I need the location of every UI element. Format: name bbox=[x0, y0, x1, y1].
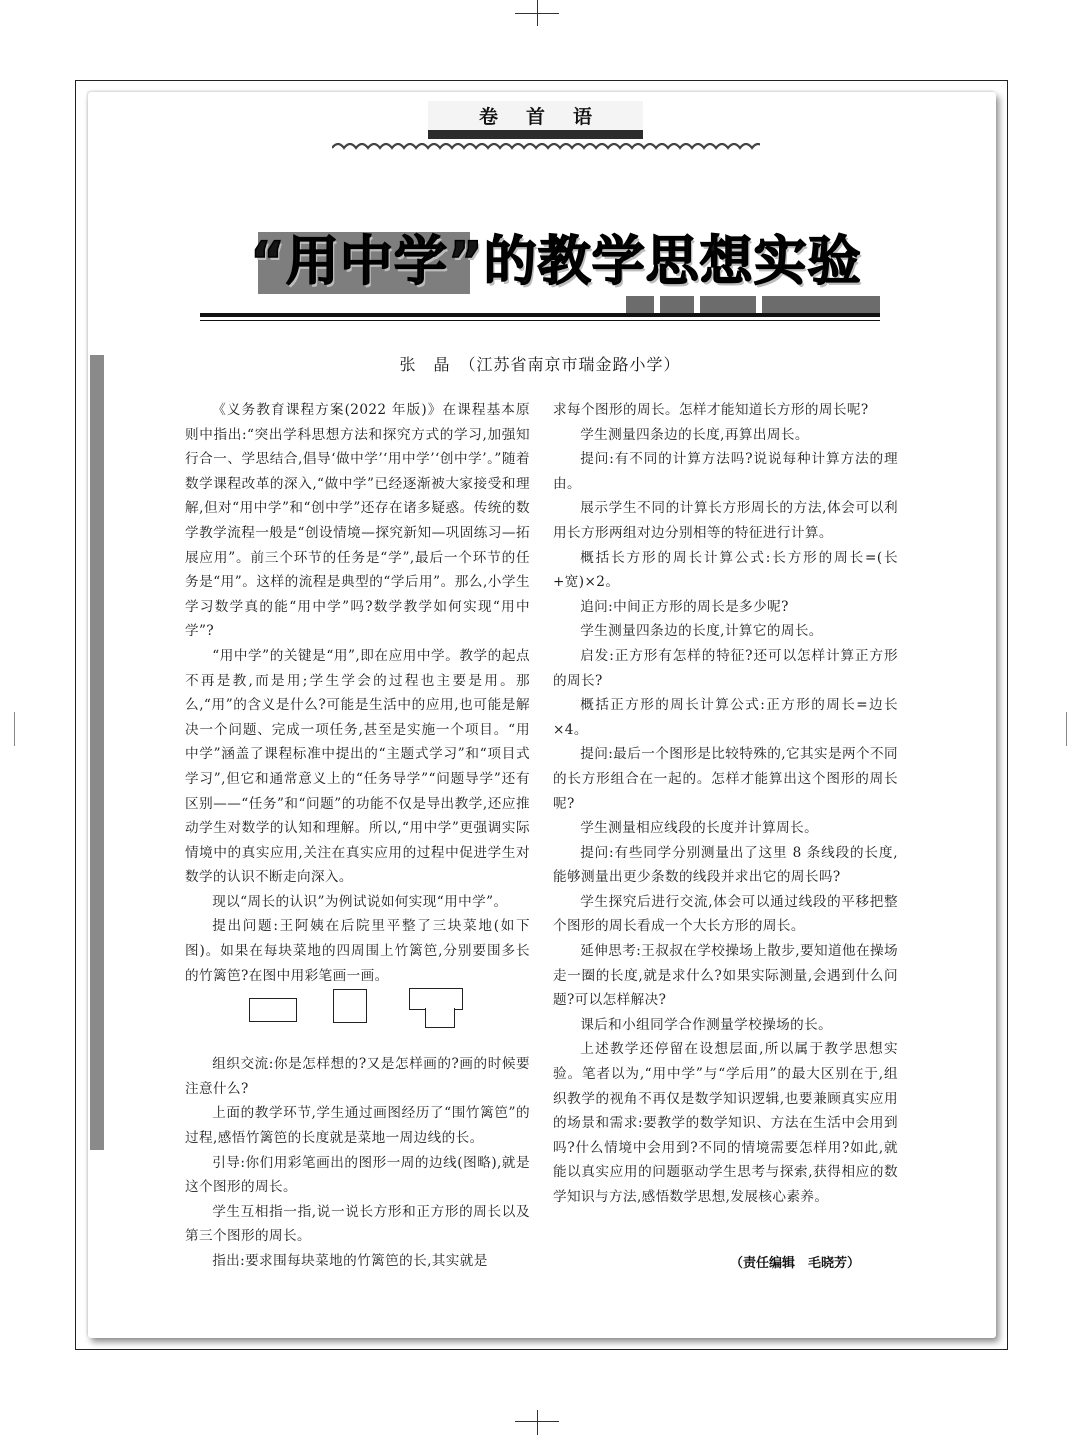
composite-plot-bottom bbox=[425, 1008, 455, 1028]
crop-mark-bottom-vertical bbox=[537, 1410, 538, 1435]
paragraph: 课后和小组同学合作测量学校操场的长。 bbox=[580, 1016, 833, 1033]
title-rest: 的教学思想实验 bbox=[483, 231, 862, 292]
wave-ornament bbox=[332, 139, 760, 153]
crop-mark-top-horizontal bbox=[515, 13, 559, 14]
paragraph: 追问:中间正方形的周长是多少呢? bbox=[580, 598, 789, 615]
paragraph: 提出问题:王阿姨在后院里平整了三块菜地(如下图)。如果在每块菜地的四周围上竹篱笆,分别要围多长的竹篱笆?在图中用彩笔画一画。 bbox=[185, 918, 530, 984]
square-plot bbox=[333, 989, 367, 1023]
left-column bbox=[185, 398, 530, 1274]
section-char: 首 bbox=[525, 105, 545, 128]
paragraph: “用中学”的关键是“用”,即在应用中学。教学的起点不再是教,而是用;学生学会的过程也主要是用。那么,“用”的含义是什么?可能是生活中的应用,也可能是解决一个问题、完成一项任务,甚至是实施一个项目。“用中学”涵盖了课程标准中提出的“主题式学习”和“项目式学习”,但它和通常意义上的“任务导学”“问题导学”还有区别——“任务”和“问题”的功能不仅是导出教学,还应推动学生对数学的认知和理解。所以,“用中学”更强调实际情境中的真实应用,关注在真实应用的过程中促进学生对数学的认识不断走向深入。 bbox=[185, 647, 530, 886]
paragraph: 组织交流:你是怎样想的?又是怎样画的?画的时候要注意什么? bbox=[185, 1056, 530, 1097]
paragraph: 展示学生不同的计算长方形周长的方法,体会可以利用长方形两组对边分别相等的特征进行计算。 bbox=[553, 500, 898, 541]
paragraph: 引导:你们用彩笔画出的图形一周的边线(图略),就是这个图形的周长。 bbox=[185, 1154, 530, 1196]
paragraph: 概括长方形的周长计算公式:长方形的周长=(长+宽)×2。 bbox=[553, 549, 898, 591]
title-bar-4 bbox=[762, 296, 880, 314]
paragraph: 指出:要求围每块菜地的竹篱笆的长,其实就是 bbox=[212, 1253, 488, 1269]
paragraph-continued: 求每个图形的周长。怎样才能知道长方形的周长呢? bbox=[553, 402, 869, 418]
composite-plot-top bbox=[409, 988, 463, 1010]
crop-mark-bottom-horizontal bbox=[515, 1421, 559, 1422]
title-bar-3 bbox=[700, 296, 756, 314]
author-line: 张 晶 （江苏省南京市瑞金路小学） bbox=[399, 355, 681, 374]
title-quoted: “用中学” bbox=[250, 231, 484, 292]
title-bar-1 bbox=[626, 296, 654, 314]
title-rule-thin bbox=[200, 320, 880, 321]
left-decorative-bar bbox=[90, 355, 104, 1150]
section-char: 卷 bbox=[478, 105, 498, 128]
section-char: 语 bbox=[573, 105, 593, 128]
paragraph: 上述教学还停留在设想层面,所以属于教学思想实验。笔者以为,“用中学”与“学后用”的最大区别在于,组织教学的视角不再仅是数学知识逻辑,也要兼顾真实应用的场景和需求:要教学的数学知识、方法在生活中会用到吗?什么情境中会用到?不同的情境需要怎样用?如此,就能以真实应用的问题驱动学生思考与探索,获得相应的数学知识与方法,感悟数学思想,发展核心素养。 bbox=[553, 1041, 898, 1205]
paragraph: 现以“周长的认识”为例试说如何实现“用中学”。 bbox=[212, 893, 508, 910]
page-title bbox=[250, 222, 890, 302]
editor-note: （责任编辑 毛晓芳） bbox=[730, 1256, 861, 1271]
paragraph: 延伸思考:王叔叔在学校操场上散步,要知道他在操场走一圈的长度,就是求什么?如果实际测量,会遇到什么问题?可以怎样解决? bbox=[553, 943, 898, 1009]
paragraph: 上面的教学环节,学生通过画图经历了“围竹篱笆”的过程,感悟竹篱笆的长度就是菜地一周边线的长。 bbox=[185, 1105, 530, 1147]
paragraph: 学生互相指一指,说一说长方形和正方形的周长以及第三个图形的周长。 bbox=[185, 1203, 530, 1245]
paragraph: 概括正方形的周长计算公式:正方形的周长=边长×4。 bbox=[553, 697, 898, 738]
paragraph: 提问:有些同学分别测量出了这里 8 条线段的长度,能够测量出更少条数的线段并求出它的周长吗? bbox=[553, 844, 898, 886]
paragraph: 学生测量四条边的长度,计算它的周长。 bbox=[580, 623, 823, 640]
paragraph: 学生测量相应线段的长度并计算周长。 bbox=[580, 820, 819, 837]
title-rule-thick bbox=[200, 313, 880, 317]
paragraph: 学生探究后进行交流,体会可以通过线段的平移把整个图形的周长看成一个大长方形的周长。 bbox=[553, 893, 898, 935]
crop-mark-left bbox=[14, 712, 15, 746]
crop-mark-right bbox=[1066, 712, 1067, 746]
garden-figure bbox=[185, 988, 530, 1052]
title-bar-2 bbox=[660, 296, 694, 314]
paragraph: 提问:有不同的计算方法吗?说说每种计算方法的理由。 bbox=[553, 451, 898, 492]
section-label bbox=[428, 100, 643, 130]
paragraph: 学生测量四条边的长度,再算出周长。 bbox=[580, 426, 809, 443]
right-column bbox=[553, 398, 898, 1210]
paragraph: 《义务教育课程方案(2022 年版)》在课程基本原则中指出:“突出学科思想方法和探究方式的学习,加强知行合一、学思结合,倡导‘做中学’‘用中学’‘创中学’。”随着数学课程改革的深入,“做中学”已经逐渐被大家接受和理解,但对“用中学”和“创中学”还存在诸多疑惑。传统的数学教学流程一般是“创设情境—探究新知—巩固练习—拓展应用”。前三个环节的任务是“学”,最后一个环节的任务是“用”。这样的流程是典型的“学后用”。那么,小学生学习数学真的能“用中学”吗?数学教学如何实现“用中学”? bbox=[185, 402, 530, 640]
rectangle-plot bbox=[249, 998, 297, 1022]
paragraph: 提问:最后一个图形是比较特殊的,它其实是两个不同的长方形组合在一起的。怎样才能算出这个图形的周长呢? bbox=[553, 746, 898, 812]
paragraph: 启发:正方形有怎样的特征?还可以怎样计算正方形的周长? bbox=[553, 647, 898, 689]
